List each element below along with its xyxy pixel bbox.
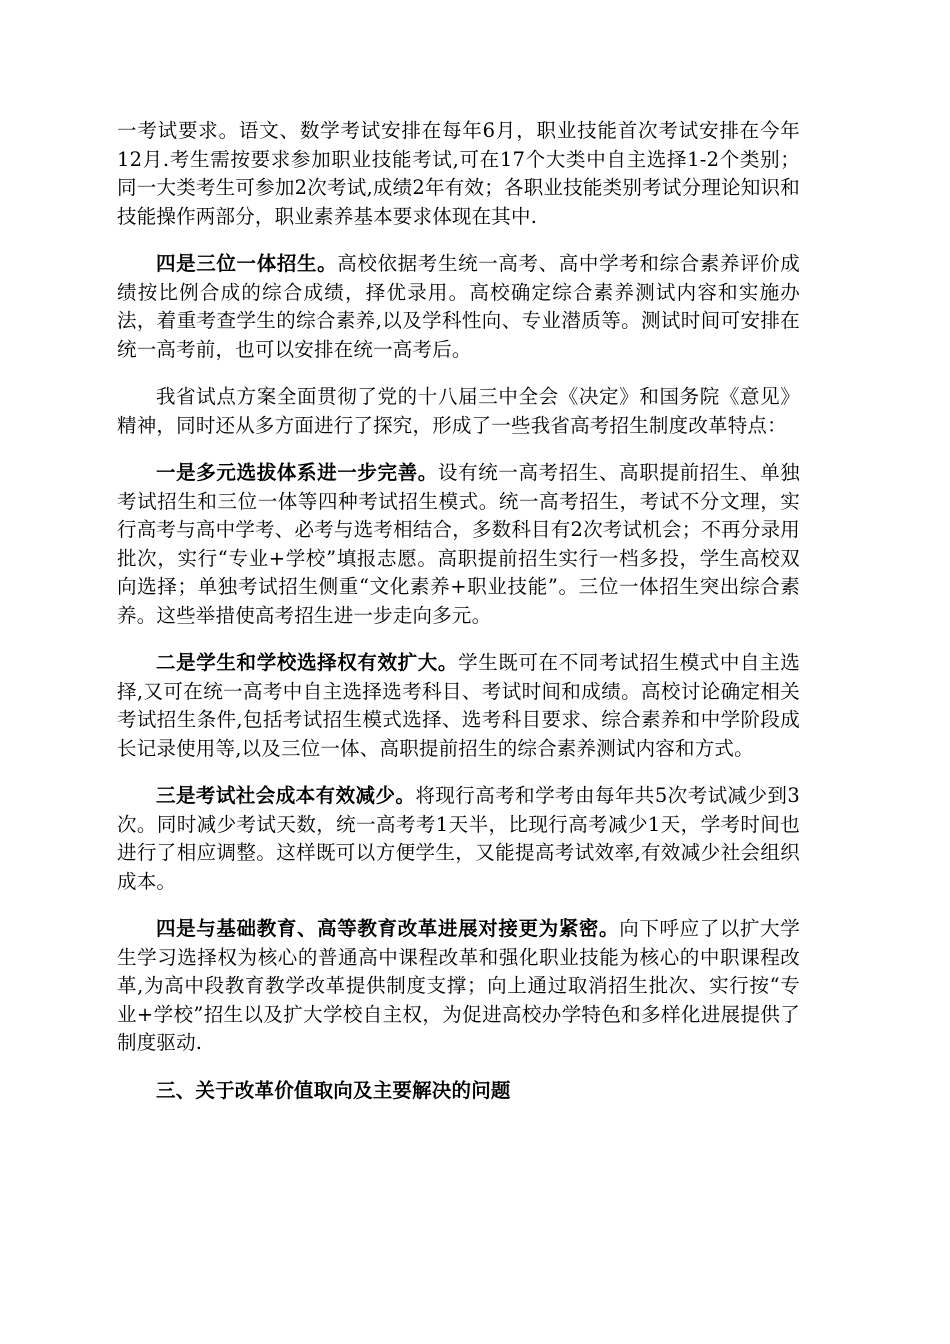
paragraph-lead: 一是多元选拔体系进一步完善。 xyxy=(156,461,438,484)
paragraph-lead: 四是三位一体招生。 xyxy=(156,252,338,275)
paragraph-lead: 四是与基础教育、高等教育改革进展对接更为紧密。 xyxy=(156,917,620,940)
paragraph-lead: 三是考试社会成本有效减少。 xyxy=(156,784,416,807)
paragraph-cost-reduction xyxy=(117,782,800,896)
paragraph-text: 我省试点方案全面贯彻了党的十八届三中全会《决定》和国务院《意见》精神，同时还从多方面进行了探究，形成了一些我省高考招生制度改革特点： xyxy=(117,385,800,437)
paragraph-text: 将现行高考和学考由每年共5次考试减少到3次。同时减少考试天数，统一高考考1天半，比现行高考减少1天，学考时间也进行了相应调整。这样既可以方便学生，又能提高考试效率,有效减少社会组织成本。 xyxy=(117,784,800,893)
section-heading: 三、关于改革价值取向及主要解决的问题 xyxy=(156,1078,511,1102)
paragraph-text: 学生既可在不同考试招生模式中自主选择,又可在统一高考中自主选择选考科目、考试时间和成绩。高校讨论确定相关考试招生条件,包括考试招生模式选择、选考科目要求、综合素养和中学阶段成长记录使用等,以及三位一体、高职提前招生的综合素养测试内容和方式。 xyxy=(117,651,800,760)
document-page xyxy=(117,117,800,1124)
paragraph-text: 高校依据考生统一高考、高中学考和综合素养评价成绩按比例合成的综合成绩，择优录用。高校确定综合素养测试内容和实施办法，着重考查学生的综合素养,以及学科性向、专业潜质等。测试时间可安排在统一高考前，也可以安排在统一高考后。 xyxy=(117,252,800,361)
paragraph-choice-expansion xyxy=(117,649,800,763)
paragraph-exam-requirements xyxy=(117,117,800,231)
paragraph-text: 设有统一高考招生、高职提前招生、单独考试招生和三位一体等四种考试招生模式。统一高考招生，考试不分文理，实行高考与高中学考、必考与选考相结合，多数科目有2次考试机会；不再分录用批次，实行“专业+学校”填报志愿。高职提前招生实行一档多投，学生高校双向选择；单独考试招生侧重“文化素养+职业技能”。三位一体招生突出综合素养。这些举措使高考招生进一步走向多元。 xyxy=(117,461,800,627)
paragraph-education-reform-link xyxy=(117,915,800,1058)
paragraph-diverse-selection xyxy=(117,459,800,630)
paragraph-three-in-one-admission xyxy=(117,250,800,364)
paragraph-text: 一考试要求。语文、数学考试安排在每年6月，职业技能首次考试安排在今年12月.考生需按要求参加职业技能考试,可在17个大类中自主选择1-2个类别；同一大类考生可参加2次考试,成绩2年有效；各职业技能类别考试分理论知识和技能操作两部分，职业素养基本要求体现在其中. xyxy=(117,119,800,228)
paragraph-text: 向下呼应了以扩大学生学习选择权为核心的普通高中课程改革和强化职业技能为核心的中职课程改革,为高中段教育教学改革提供制度支撑；向上通过取消招生批次、实行按“专业+学校”招生以及扩大学校自主权，为促进高校办学特色和多样化进展提供了制度驱动. xyxy=(117,917,800,1054)
paragraph-pilot-plan-intro xyxy=(117,383,800,440)
paragraph-lead: 二是学生和学校选择权有效扩大。 xyxy=(156,651,459,674)
